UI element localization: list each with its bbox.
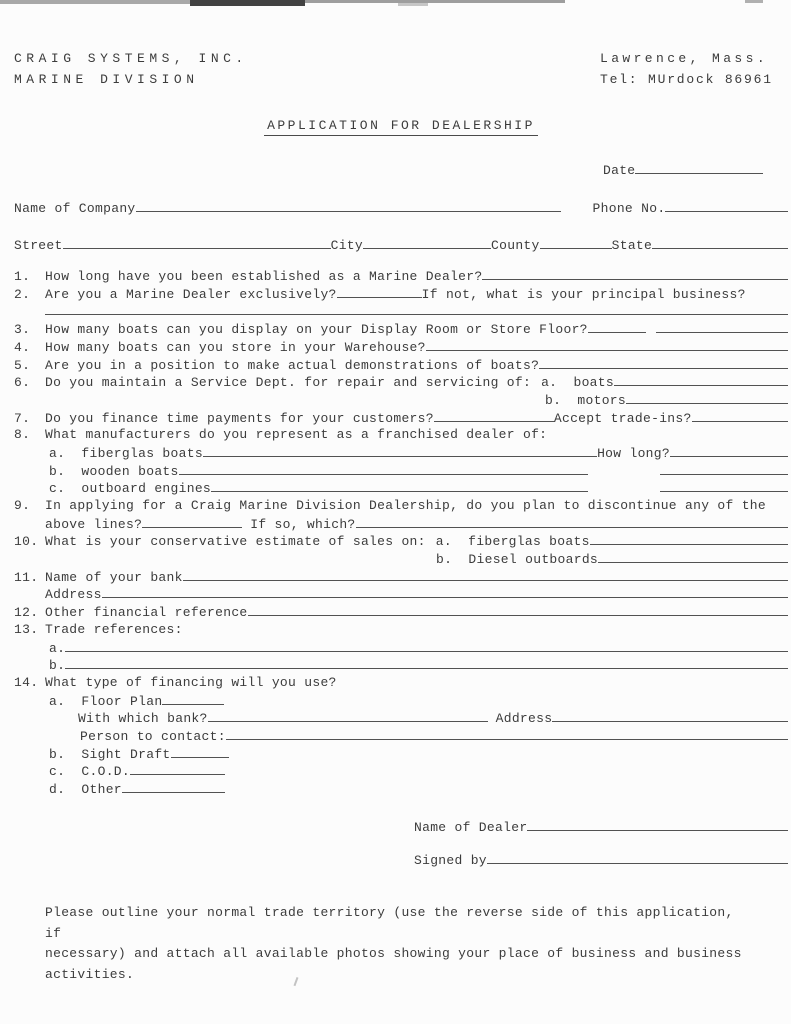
question-14-sub-b <box>14 745 788 763</box>
question-1 <box>14 267 788 285</box>
q2-answer-blank <box>337 285 422 298</box>
question-number: 4. <box>14 339 31 355</box>
company-row <box>14 199 788 217</box>
city-label: City <box>330 238 364 254</box>
question-12 <box>14 603 788 621</box>
question-9 <box>14 497 788 515</box>
scan-artifact <box>305 0 565 3</box>
q5-answer-blank <box>539 356 788 369</box>
dealer-name-row <box>414 818 788 836</box>
q9-abovelines-label: above lines? <box>45 516 143 532</box>
q9-which-label: If so, which? <box>250 516 356 532</box>
q7-tradeins-blank <box>692 409 788 422</box>
q8-sub-a-label: a. fiberglas boats <box>49 445 203 461</box>
question-number: 7. <box>14 410 31 426</box>
signed-by-blank <box>487 851 788 864</box>
letterhead-right <box>600 48 773 90</box>
dealer-name-label: Name of Dealer <box>414 819 528 835</box>
question-14-sub-c <box>14 762 788 780</box>
q14-sightdraft-blank <box>171 745 229 758</box>
question-number: 8. <box>14 427 31 443</box>
question-number: 5. <box>14 357 31 373</box>
phone-blank <box>665 199 788 212</box>
state-blank <box>652 236 788 249</box>
letterhead-left <box>14 48 248 90</box>
q13-ref-b-blank <box>65 656 788 669</box>
question-8 <box>14 426 788 444</box>
question-8-sub-c <box>14 479 788 497</box>
city-blank <box>363 236 491 249</box>
q3-answer-blank <box>588 320 646 333</box>
q8-sub-b-label: b. wooden boats <box>49 463 179 479</box>
q14-floorplan-label: a. Floor Plan <box>49 693 163 709</box>
q8-sub-c-label: c. outboard engines <box>49 481 212 497</box>
question-number: 10. <box>14 534 39 550</box>
q8-wooden-howlong-blank <box>660 462 788 475</box>
q14-other-blank <box>122 780 225 793</box>
q14-cod-blank <box>130 762 225 775</box>
question-5 <box>14 356 788 374</box>
q8-outboard-blank <box>211 479 588 492</box>
q6-motors-blank <box>626 391 788 404</box>
question-text: How many boats can you store in your Warehouse? <box>45 339 426 355</box>
q8-outboard-howlong-blank <box>660 479 788 492</box>
street-label: Street <box>14 238 63 254</box>
footer-note <box>45 903 755 985</box>
question-6-sub-b <box>14 391 788 409</box>
q4-answer-blank <box>426 338 788 351</box>
question-14-sub-a <box>14 692 788 710</box>
question-14 <box>14 674 788 692</box>
question-text: How long have you been established as a Marine Dealer? <box>45 269 483 285</box>
q13-sub-b-label: b. <box>49 658 66 674</box>
question-10-sub-b <box>14 550 788 568</box>
question-6 <box>14 373 788 391</box>
company-name: CRAIG SYSTEMS, INC. <box>14 51 248 66</box>
q14-address-blank <box>552 709 788 722</box>
question-text: What manufacturers do you represent as a franchised dealer of: <box>45 427 548 443</box>
question-number: 13. <box>14 621 39 637</box>
question-number: 3. <box>14 322 31 338</box>
question-11 <box>14 568 788 586</box>
q6-sub-b-label: b. motors <box>545 392 627 408</box>
letterhead <box>14 48 788 90</box>
question-14-contact <box>14 727 788 745</box>
q11-address-label: Address <box>45 587 102 603</box>
q14-contact-blank <box>226 727 788 740</box>
question-2 <box>14 285 788 303</box>
q6-boats-blank <box>614 373 788 386</box>
question-number: 9. <box>14 498 31 513</box>
scan-artifact <box>745 0 763 3</box>
question-number: 6. <box>14 375 31 391</box>
q13-ref-a-blank <box>65 639 788 652</box>
q7-answer-blank <box>434 409 554 422</box>
scan-artifact <box>190 0 305 6</box>
company-division: MARINE DIVISION <box>14 72 199 87</box>
signed-by-row <box>414 851 788 869</box>
question-text: What type of financing will you use? <box>45 674 337 690</box>
address-row <box>14 236 788 254</box>
question-text: Are you a Marine Dealer exclusively? <box>45 286 337 302</box>
company-blank <box>136 199 561 212</box>
footer-line: necessary) and attach all available photos showing your place of business and business <box>45 946 742 962</box>
q8-howlong-label: How long? <box>597 445 670 461</box>
signed-by-label: Signed by <box>414 853 487 869</box>
q2-business-blank <box>45 302 788 315</box>
question-text: Trade references: <box>45 621 183 637</box>
question-13 <box>14 621 788 639</box>
form-title-wrap <box>14 118 788 139</box>
q11-address-blank <box>102 585 788 598</box>
question-number: 1. <box>14 269 31 285</box>
question-3 <box>14 320 788 338</box>
state-label: State <box>611 238 653 254</box>
question-9-continued <box>14 515 788 533</box>
q8-howlong-blank <box>670 444 788 457</box>
question-8-sub-a <box>14 444 788 462</box>
question-number: 12. <box>14 605 39 621</box>
question-4 <box>14 338 788 356</box>
q13-sub-a-label: a. <box>49 640 66 656</box>
question-text: What is your conservative estimate of sales on: <box>45 534 426 550</box>
q1-answer-blank <box>482 267 788 280</box>
q10-fiberglas-blank <box>590 532 788 545</box>
question-13-sub-b <box>14 656 788 674</box>
company-telephone: Tel: MUrdock 86961 <box>600 72 773 87</box>
q3-answer-blank2 <box>656 320 788 333</box>
q12-answer-blank <box>248 603 788 616</box>
question-7 <box>14 409 788 427</box>
q8-wooden-blank <box>179 462 588 475</box>
question-text: Other financial reference <box>45 605 248 621</box>
date-label: Date <box>603 163 636 178</box>
date-blank <box>635 161 763 174</box>
scan-artifact <box>0 0 190 4</box>
question-text: Name of your bank <box>45 569 183 585</box>
question-10 <box>14 532 788 550</box>
footer-line: activities. <box>45 966 135 982</box>
question-number: 2. <box>14 286 31 302</box>
dealer-name-blank <box>527 818 788 831</box>
company-label: Name of Company <box>14 200 136 216</box>
q10-sub-a-label: a. fiberglas boats <box>435 534 590 550</box>
q14-bank-label: With which bank? <box>78 711 208 727</box>
question-13-sub-a <box>14 639 788 657</box>
question-number: 14. <box>14 674 39 690</box>
county-blank <box>540 236 612 249</box>
q9-answer-blank <box>142 515 242 528</box>
question-text: Do you finance time payments for your customers? <box>45 410 434 426</box>
question-list <box>14 267 788 798</box>
question-14-bank <box>14 709 788 727</box>
question-text: In applying for a Craig Marine Division Dealership, do you plan to discontinue any of the <box>45 498 767 513</box>
date-row <box>603 161 788 179</box>
q7-tradeins-label: Accept trade-ins? <box>553 410 692 426</box>
form-title: APPLICATION FOR DEALERSHIP <box>264 118 538 136</box>
footer-line: Please outline your normal trade territory (use the reverse side of this application, if <box>45 905 734 941</box>
q11-bank-blank <box>183 568 788 581</box>
q10-sub-b-label: b. Diesel outboards <box>436 552 599 568</box>
question-8-sub-b <box>14 462 788 480</box>
q14-bank-blank <box>208 709 488 722</box>
q14-address-label: Address <box>495 711 553 727</box>
company-city: Lawrence, Mass. <box>600 51 769 66</box>
question-11-address <box>14 585 788 603</box>
q14-other-label: d. Other <box>49 782 122 797</box>
q14-contact-label: Person to contact: <box>80 728 226 744</box>
phone-label: Phone No. <box>592 200 666 216</box>
question-number: 11. <box>14 569 39 585</box>
q10-diesel-blank <box>598 550 788 563</box>
county-label: County <box>491 238 540 254</box>
q6-sub-a-label: a. boats <box>541 375 614 391</box>
street-blank <box>63 236 331 249</box>
question-text: If not, what is your principal business? <box>421 286 746 302</box>
q9-which-blank <box>356 515 788 528</box>
scan-artifact <box>398 3 428 6</box>
question-text: How many boats can you display on your Display Room or Store Floor? <box>45 322 588 338</box>
question-14-sub-d <box>14 780 788 798</box>
question-text: Do you maintain a Service Dept. for repair and servicing of: <box>45 375 532 391</box>
question-text: Are you in a position to make actual demonstrations of boats? <box>45 357 540 373</box>
question-2-continued <box>14 302 788 320</box>
q14-cod-label: c. C.O.D. <box>49 764 131 780</box>
q8-fiberglas-blank <box>203 444 597 457</box>
q14-floorplan-blank <box>162 692 224 705</box>
q14-sightdraft-label: b. Sight Draft <box>49 746 171 762</box>
